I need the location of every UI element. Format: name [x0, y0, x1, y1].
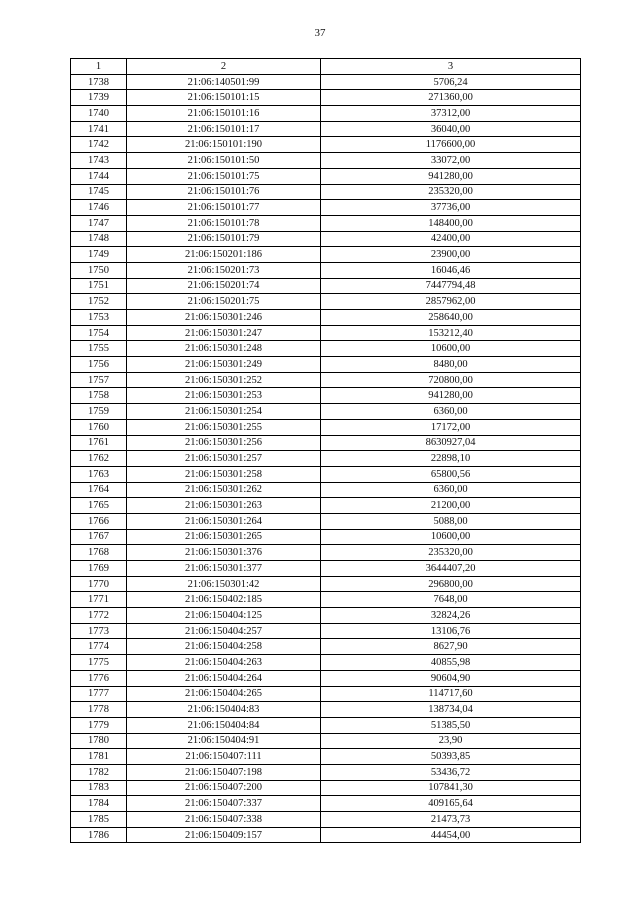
table-row	[71, 639, 581, 655]
row-number-cell: 1738	[71, 74, 127, 90]
cadastral-number-cell: 21:06:150101:77	[127, 200, 321, 216]
value-cell: 8627,90	[321, 639, 581, 655]
value-cell: 21200,00	[321, 498, 581, 514]
cadastral-number-cell: 21:06:150101:16	[127, 106, 321, 122]
value-cell: 8480,00	[321, 357, 581, 373]
table-row	[71, 686, 581, 702]
column-header-1: 1	[71, 59, 127, 75]
cadastral-number-cell: 21:06:150101:78	[127, 215, 321, 231]
table-row	[71, 655, 581, 671]
cadastral-number-cell: 21:06:140501:99	[127, 74, 321, 90]
table-row	[71, 592, 581, 608]
value-cell: 271360,00	[321, 90, 581, 106]
cadastral-number-cell: 21:06:150301:249	[127, 357, 321, 373]
table-row	[71, 325, 581, 341]
table-row	[71, 498, 581, 514]
row-number-cell: 1755	[71, 341, 127, 357]
row-number-cell: 1746	[71, 200, 127, 216]
cadastral-number-cell: 21:06:150301:262	[127, 482, 321, 498]
value-cell: 7447794,48	[321, 278, 581, 294]
row-number-cell: 1747	[71, 215, 127, 231]
value-cell: 148400,00	[321, 215, 581, 231]
row-number-cell: 1740	[71, 106, 127, 122]
row-number-cell: 1759	[71, 404, 127, 420]
value-cell: 37312,00	[321, 106, 581, 122]
row-number-cell: 1778	[71, 702, 127, 718]
value-cell: 6360,00	[321, 482, 581, 498]
table-row	[71, 341, 581, 357]
row-number-cell: 1753	[71, 310, 127, 326]
table-row	[71, 827, 581, 843]
table-row	[71, 545, 581, 561]
table-row	[71, 137, 581, 153]
table-row	[71, 294, 581, 310]
table-row	[71, 482, 581, 498]
column-header-2: 2	[127, 59, 321, 75]
cadastral-number-cell: 21:06:150301:42	[127, 576, 321, 592]
value-cell: 5706,24	[321, 74, 581, 90]
value-cell: 23,90	[321, 733, 581, 749]
cadastral-number-cell: 21:06:150407:337	[127, 796, 321, 812]
value-cell: 138734,04	[321, 702, 581, 718]
value-cell: 941280,00	[321, 168, 581, 184]
cadastral-number-cell: 21:06:150404:84	[127, 717, 321, 733]
table-row	[71, 561, 581, 577]
page-number: 37	[314, 27, 326, 39]
table-row	[71, 576, 581, 592]
cadastral-number-cell: 21:06:150301:252	[127, 372, 321, 388]
row-number-cell: 1766	[71, 513, 127, 529]
table-row	[71, 372, 581, 388]
cadastral-number-cell: 21:06:150407:111	[127, 749, 321, 765]
value-cell: 33072,00	[321, 153, 581, 169]
cadastral-number-cell: 21:06:150404:83	[127, 702, 321, 718]
value-cell: 7648,00	[321, 592, 581, 608]
value-cell: 10600,00	[321, 341, 581, 357]
value-cell: 23900,00	[321, 247, 581, 263]
cadastral-number-cell: 21:06:150301:377	[127, 561, 321, 577]
table-row	[71, 310, 581, 326]
cadastral-number-cell: 21:06:150301:247	[127, 325, 321, 341]
value-cell: 258640,00	[321, 310, 581, 326]
cadastral-number-cell: 21:06:150101:79	[127, 231, 321, 247]
table-row	[71, 513, 581, 529]
value-cell: 114717,60	[321, 686, 581, 702]
value-cell: 22898,10	[321, 451, 581, 467]
cadastral-number-cell: 21:06:150301:376	[127, 545, 321, 561]
cadastral-number-cell: 21:06:150301:265	[127, 529, 321, 545]
table-row	[71, 121, 581, 137]
row-number-cell: 1772	[71, 608, 127, 624]
row-number-cell: 1773	[71, 623, 127, 639]
row-number-cell: 1786	[71, 827, 127, 843]
cadastral-number-cell: 21:06:150301:263	[127, 498, 321, 514]
table-row	[71, 388, 581, 404]
table-row	[71, 153, 581, 169]
cadastral-number-cell: 21:06:150301:248	[127, 341, 321, 357]
cadastral-number-cell: 21:06:150407:338	[127, 812, 321, 828]
table-header-row	[71, 59, 581, 75]
cadastral-number-cell: 21:06:150407:198	[127, 764, 321, 780]
table-row	[71, 623, 581, 639]
row-number-cell: 1770	[71, 576, 127, 592]
value-cell: 5088,00	[321, 513, 581, 529]
row-number-cell: 1763	[71, 466, 127, 482]
table-row	[71, 764, 581, 780]
value-cell: 13106,76	[321, 623, 581, 639]
value-cell: 40855,98	[321, 655, 581, 671]
row-number-cell: 1779	[71, 717, 127, 733]
cadastral-number-cell: 21:06:150402:185	[127, 592, 321, 608]
column-header-3: 3	[321, 59, 581, 75]
table-row	[71, 451, 581, 467]
table-row	[71, 733, 581, 749]
table-row	[71, 357, 581, 373]
row-number-cell: 1757	[71, 372, 127, 388]
table-row	[71, 608, 581, 624]
table-row	[71, 702, 581, 718]
row-number-cell: 1744	[71, 168, 127, 184]
value-cell: 409165,64	[321, 796, 581, 812]
value-cell: 2857962,00	[321, 294, 581, 310]
table-row	[71, 419, 581, 435]
cadastral-number-cell: 21:06:150201:73	[127, 262, 321, 278]
table-row	[71, 435, 581, 451]
value-cell: 235320,00	[321, 545, 581, 561]
table-row	[71, 780, 581, 796]
table-row	[71, 74, 581, 90]
row-number-cell: 1749	[71, 247, 127, 263]
row-number-cell: 1743	[71, 153, 127, 169]
value-cell: 51385,50	[321, 717, 581, 733]
value-cell: 235320,00	[321, 184, 581, 200]
cadastral-number-cell: 21:06:150101:15	[127, 90, 321, 106]
cadastral-number-cell: 21:06:150301:264	[127, 513, 321, 529]
table-row	[71, 231, 581, 247]
row-number-cell: 1776	[71, 670, 127, 686]
row-number-cell: 1754	[71, 325, 127, 341]
value-cell: 50393,85	[321, 749, 581, 765]
value-cell: 720800,00	[321, 372, 581, 388]
cadastral-number-cell: 21:06:150404:263	[127, 655, 321, 671]
table-row	[71, 200, 581, 216]
row-number-cell: 1774	[71, 639, 127, 655]
value-cell: 42400,00	[321, 231, 581, 247]
value-cell: 941280,00	[321, 388, 581, 404]
value-cell: 1176600,00	[321, 137, 581, 153]
value-cell: 6360,00	[321, 404, 581, 420]
row-number-cell: 1750	[71, 262, 127, 278]
value-cell: 44454,00	[321, 827, 581, 843]
cadastral-number-cell: 21:06:150201:75	[127, 294, 321, 310]
row-number-cell: 1775	[71, 655, 127, 671]
row-number-cell: 1742	[71, 137, 127, 153]
cadastral-number-cell: 21:06:150301:256	[127, 435, 321, 451]
cadastral-number-cell: 21:06:150101:190	[127, 137, 321, 153]
row-number-cell: 1771	[71, 592, 127, 608]
table-row	[71, 404, 581, 420]
row-number-cell: 1765	[71, 498, 127, 514]
row-number-cell: 1764	[71, 482, 127, 498]
value-cell: 36040,00	[321, 121, 581, 137]
data-table	[70, 58, 581, 843]
value-cell: 296800,00	[321, 576, 581, 592]
cadastral-number-cell: 21:06:150404:125	[127, 608, 321, 624]
value-cell: 21473,73	[321, 812, 581, 828]
row-number-cell: 1768	[71, 545, 127, 561]
table-row	[71, 717, 581, 733]
table-row	[71, 247, 581, 263]
cadastral-number-cell: 21:06:150101:75	[127, 168, 321, 184]
table-row	[71, 90, 581, 106]
cadastral-number-cell: 21:06:150101:17	[127, 121, 321, 137]
value-cell: 17172,00	[321, 419, 581, 435]
table-row	[71, 670, 581, 686]
cadastral-number-cell: 21:06:150101:50	[127, 153, 321, 169]
value-cell: 153212,40	[321, 325, 581, 341]
row-number-cell: 1767	[71, 529, 127, 545]
value-cell: 90604,90	[321, 670, 581, 686]
row-number-cell: 1761	[71, 435, 127, 451]
row-number-cell: 1780	[71, 733, 127, 749]
table-row	[71, 215, 581, 231]
table-row	[71, 796, 581, 812]
row-number-cell: 1758	[71, 388, 127, 404]
row-number-cell: 1745	[71, 184, 127, 200]
cadastral-number-cell: 21:06:150404:258	[127, 639, 321, 655]
row-number-cell: 1769	[71, 561, 127, 577]
row-number-cell: 1741	[71, 121, 127, 137]
cadastral-number-cell: 21:06:150301:246	[127, 310, 321, 326]
table-row	[71, 749, 581, 765]
table-row	[71, 106, 581, 122]
value-cell: 32824,26	[321, 608, 581, 624]
value-cell: 10600,00	[321, 529, 581, 545]
row-number-cell: 1777	[71, 686, 127, 702]
value-cell: 8630927,04	[321, 435, 581, 451]
table-row	[71, 466, 581, 482]
cadastral-number-cell: 21:06:150301:257	[127, 451, 321, 467]
row-number-cell: 1756	[71, 357, 127, 373]
row-number-cell: 1784	[71, 796, 127, 812]
table-body	[71, 74, 581, 843]
cadastral-number-cell: 21:06:150301:258	[127, 466, 321, 482]
cadastral-number-cell: 21:06:150404:265	[127, 686, 321, 702]
cadastral-number-cell: 21:06:150201:74	[127, 278, 321, 294]
value-cell: 16046,46	[321, 262, 581, 278]
value-cell: 65800,56	[321, 466, 581, 482]
table-row	[71, 278, 581, 294]
table-row	[71, 168, 581, 184]
cadastral-number-cell: 21:06:150409:157	[127, 827, 321, 843]
row-number-cell: 1760	[71, 419, 127, 435]
value-cell: 37736,00	[321, 200, 581, 216]
table-row	[71, 262, 581, 278]
row-number-cell: 1748	[71, 231, 127, 247]
row-number-cell: 1785	[71, 812, 127, 828]
table-row	[71, 812, 581, 828]
value-cell: 107841,30	[321, 780, 581, 796]
cadastral-number-cell: 21:06:150301:254	[127, 404, 321, 420]
cadastral-number-cell: 21:06:150301:255	[127, 419, 321, 435]
row-number-cell: 1739	[71, 90, 127, 106]
row-number-cell: 1783	[71, 780, 127, 796]
table-row	[71, 184, 581, 200]
cadastral-number-cell: 21:06:150404:91	[127, 733, 321, 749]
cadastral-number-cell: 21:06:150404:264	[127, 670, 321, 686]
cadastral-number-cell: 21:06:150407:200	[127, 780, 321, 796]
row-number-cell: 1751	[71, 278, 127, 294]
row-number-cell: 1782	[71, 764, 127, 780]
cadastral-number-cell: 21:06:150301:253	[127, 388, 321, 404]
value-cell: 53436,72	[321, 764, 581, 780]
row-number-cell: 1781	[71, 749, 127, 765]
cadastral-number-cell: 21:06:150404:257	[127, 623, 321, 639]
value-cell: 3644407,20	[321, 561, 581, 577]
row-number-cell: 1752	[71, 294, 127, 310]
cadastral-number-cell: 21:06:150201:186	[127, 247, 321, 263]
table-row	[71, 529, 581, 545]
cadastral-number-cell: 21:06:150101:76	[127, 184, 321, 200]
row-number-cell: 1762	[71, 451, 127, 467]
